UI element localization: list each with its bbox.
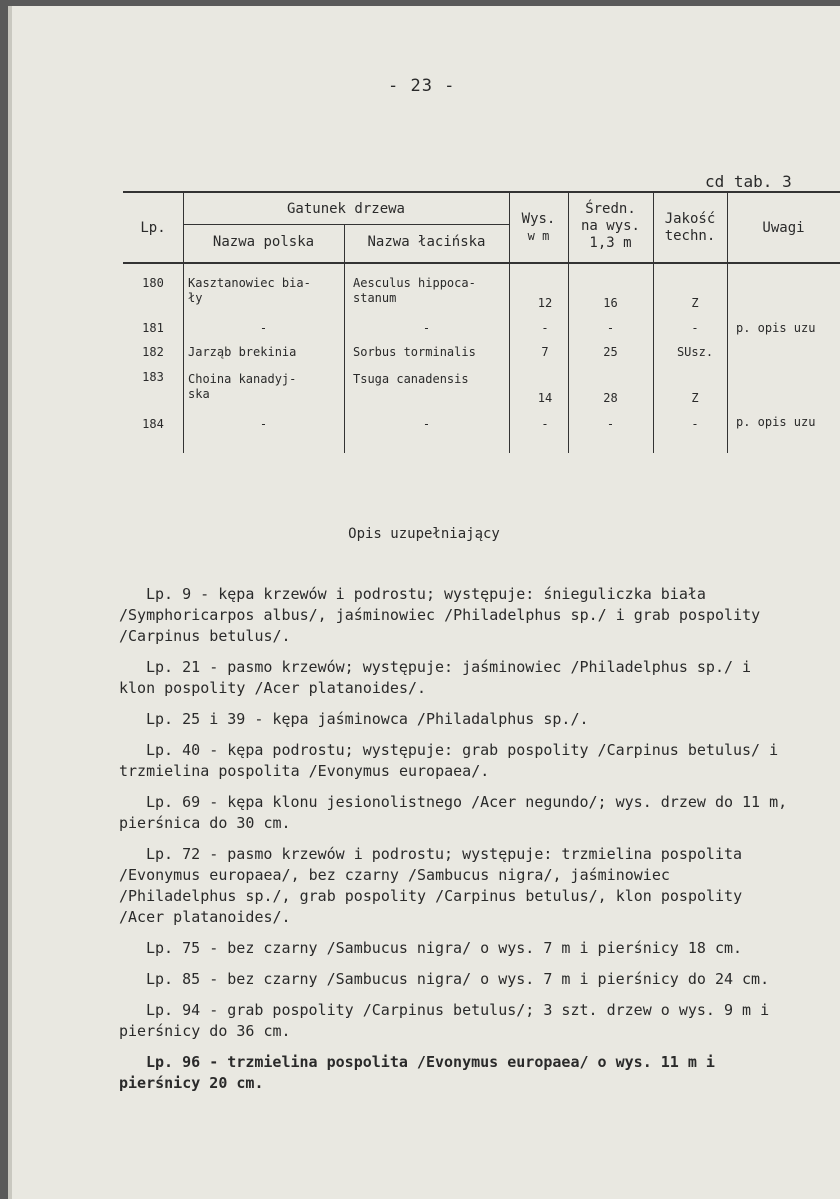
header-diameter-line2: na wys. (580, 218, 640, 234)
note-paragraph: Lp. 96 - trzmielina pospolita /Evonymus europaea/ o wys. 11 m i pierśnicy 20 cm. (119, 1053, 715, 1092)
note-paragraph: Lp. 75 - bez czarny /Sambucus nigra/ o wys. 7 m i pierśnicy 18 cm. (146, 939, 743, 957)
cell-lp: 181 (142, 321, 164, 335)
header-quality-line1: Jakość (664, 211, 716, 227)
cell-quality: SUsz. (676, 345, 714, 359)
species-table (8, 6, 840, 476)
note-paragraph: Lp. 72 - pasmo krzewów i podrostu; występuje: trzmielina pospolita /Evonymus europaea/, bez czarny /Sambucus nigra/, jaśminowiec /Philadelphus sp./, grab pospolity /Carpinus betulus/, klon pospolity /Acer platanoides/. (119, 845, 743, 926)
header-species-group: Gatunek drzewa (286, 201, 405, 217)
cell-latin-name: - (422, 417, 431, 431)
header-diameter-line3: 1,3 m (589, 235, 632, 251)
cell-polish-name: Kasztanowiec bia- (188, 276, 311, 290)
cell-latin-name: Tsuga canadensis (353, 372, 469, 386)
cell-polish-name: - (259, 321, 268, 335)
cell-latin-name: Sorbus torminalis (353, 345, 476, 359)
cell-height: - (541, 321, 549, 335)
cell-quality: - (691, 417, 699, 431)
cell-latin-name-cont: stanum (353, 291, 397, 305)
cell-polish-name: - (259, 417, 268, 431)
header-bottom-rule (123, 262, 840, 264)
cell-lp: 184 (142, 417, 164, 431)
cell-latin-name: Aesculus hippoca- (353, 276, 476, 290)
cell-diameter: - (606, 321, 615, 335)
note-paragraph: Lp. 94 - grab pospolity /Carpinus betulus/; 3 szt. drzew o wys. 9 m i pierśnicy do 36 cm. (119, 1001, 770, 1040)
table-top-rule (123, 191, 840, 193)
header-lp: Lp. (140, 220, 166, 236)
cell-polish-name: Jarząb brekinia (188, 345, 297, 359)
header-remarks: Uwagi (762, 220, 805, 236)
section-title: Opis uzupełniający (348, 526, 500, 542)
species-subheader-rule (183, 224, 509, 225)
note-paragraph: Lp. 40 - kępa podrostu; występuje: grab pospolity /Carpinus betulus/ i trzmielina pospolita /Evonymus europaea/. (119, 741, 779, 780)
cell-diameter: 28 (603, 391, 618, 405)
cell-height: 7 (541, 345, 549, 359)
cell-lp: 180 (142, 276, 164, 290)
cell-height: 14 (537, 391, 553, 405)
header-height-line2: w m (527, 229, 550, 243)
header-quality-line2: techn. (664, 228, 716, 244)
cell-diameter: 16 (603, 296, 618, 310)
supplementary-notes (119, 584, 789, 1104)
cell-height: - (541, 417, 549, 431)
cell-polish-name: Choina kanadyj- (188, 372, 297, 386)
note-paragraph: Lp. 85 - bez czarny /Sambucus nigra/ o wys. 7 m i pierśnicy do 24 cm. (146, 970, 770, 988)
note-paragraph: Lp. 21 - pasmo krzewów; występuje: jaśminowiec /Philadelphus sp./ i klon pospolity /Acer platanoides/. (119, 658, 752, 697)
document-page (8, 6, 840, 1199)
page-number: - 23 - (388, 76, 456, 96)
cell-height: 12 (537, 296, 553, 310)
cell-quality: Z (691, 296, 699, 310)
cell-lp: 183 (142, 370, 164, 384)
note-paragraph: Lp. 9 - kępa krzewów i podrostu; występuje: śnieguliczka biała /Symphoricarpos albus/, jaśminowiec /Philadelphus sp./ i grab pospolity /Carpinus betulus/. (119, 585, 761, 645)
cell-polish-name-cont: ły (188, 291, 203, 305)
cell-diameter: 25 (603, 345, 618, 359)
note-paragraph: Lp. 69 - kępa klonu jesionolistnego /Acer negundo/; wys. drzew do 11 m, pierśnica do 30 cm. (119, 793, 788, 832)
cell-remarks: p. opis uzu (736, 415, 816, 429)
cell-quality: - (691, 321, 699, 335)
cell-lp: 182 (142, 345, 164, 359)
cell-diameter: - (606, 417, 615, 431)
header-diameter-line1: Średn. (585, 201, 636, 217)
header-height-line1: Wys. (521, 211, 556, 227)
table-continuation-label: cd tab. 3 (705, 172, 792, 191)
cell-quality: Z (691, 391, 699, 405)
cell-polish-name-cont: ska (188, 387, 210, 401)
cell-latin-name: - (422, 321, 431, 335)
header-polish-name: Nazwa polska (212, 234, 315, 250)
note-paragraph: Lp. 25 i 39 - kępa jaśminowca /Philadalphus sp./. (146, 710, 589, 728)
header-latin-name: Nazwa łacińska (367, 234, 486, 250)
cell-remarks: p. opis uzu (736, 321, 816, 335)
